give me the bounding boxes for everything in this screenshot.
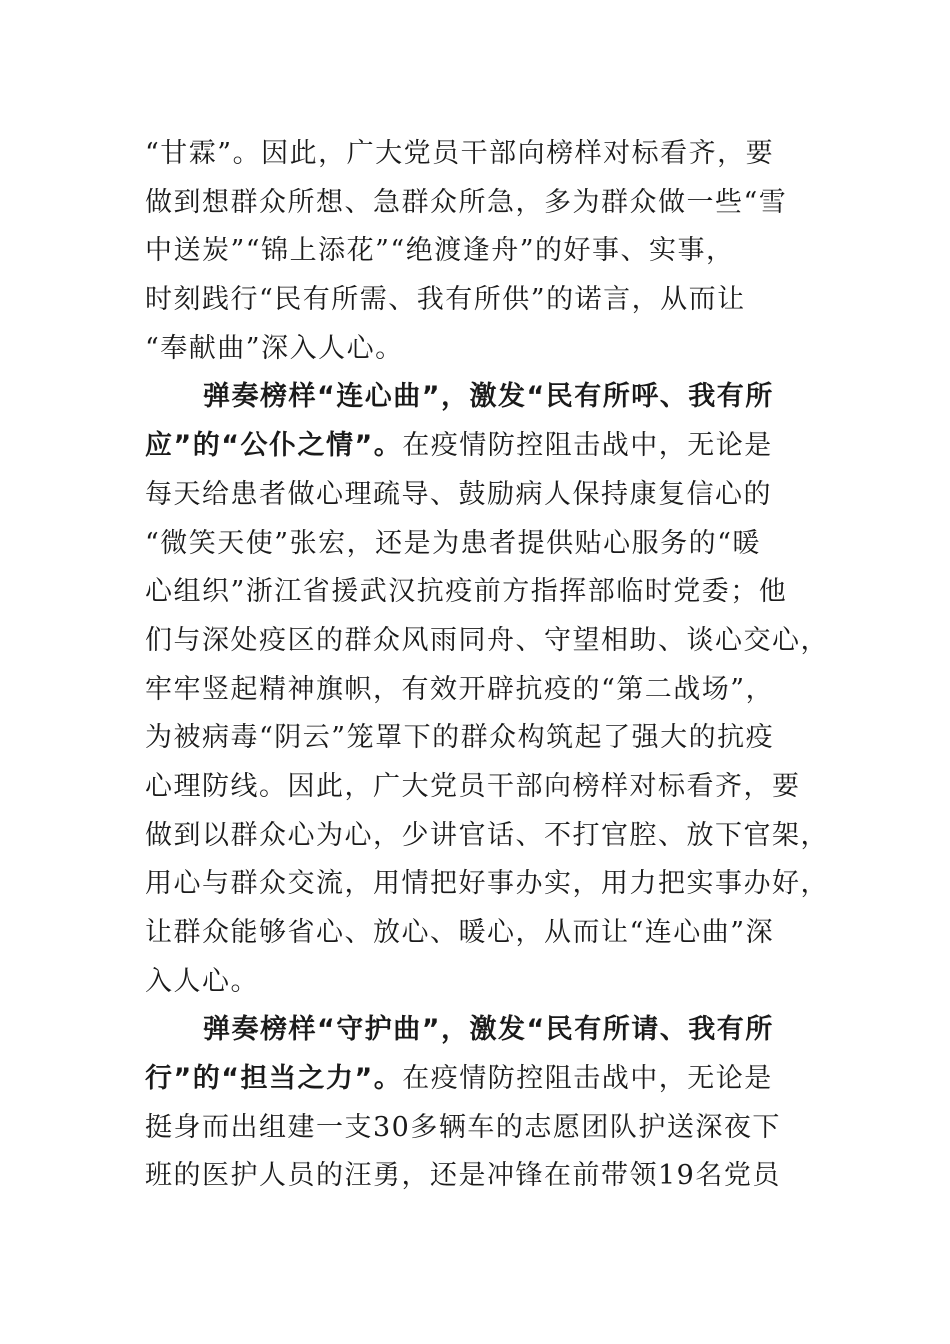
text-line: 入人心。 xyxy=(145,965,259,997)
document-body xyxy=(145,130,829,1201)
text-line: 每天给患者做心理疏导、鼓励病人保持康复信心的 xyxy=(145,478,772,510)
text-line: “奉献曲”深入人心。 xyxy=(145,332,404,364)
section-heading-end: 应”的“公仆之情”。 xyxy=(145,430,403,462)
text-line: “微笑天使”张宏，还是为患者提供贴心服务的“暖 xyxy=(145,527,761,559)
text-line: 班的医护人员的汪勇，还是冲锋在前带领19名党员 xyxy=(145,1160,781,1192)
text-line: “甘霖”。因此，广大党员干部向榜样对标看齐，要 xyxy=(145,138,775,169)
text-line xyxy=(145,422,825,471)
paragraph-dedication-song xyxy=(145,130,825,373)
paragraph-heart-song xyxy=(145,373,829,1006)
text-line: 心组织”浙江省援武汉抗疫前方指挥部临时党委；他 xyxy=(145,576,788,608)
text-line: 中送炭”“锦上添花”“绝渡逢舟”的好事、实事， xyxy=(145,235,735,267)
paragraph-guardian-song xyxy=(145,1006,825,1201)
text-line: 让群众能够省心、放心、暖心，从而让“连心曲”深 xyxy=(145,917,775,948)
text-line: 为被病毒“阴云”笼罩下的群众构筑起了强大的抗疫 xyxy=(145,722,775,754)
text-line: 们与深处疫区的群众风雨同舟、守望相助、谈心交心， xyxy=(145,624,829,656)
text-line: 做到以群众心为心，少讲官话、不打官腔、放下官架， xyxy=(145,819,829,851)
text-line xyxy=(145,1055,825,1104)
text-span: 在疫情防控阻击战中，无论是 xyxy=(402,430,773,462)
section-heading: 弹奏榜样“守护曲”，激发“民有所请、我有所 xyxy=(203,1014,774,1046)
section-heading-end: 行”的“担当之力”。 xyxy=(145,1063,403,1095)
text-line: 心理防线。因此，广大党员干部向榜样对标看齐，要 xyxy=(145,770,801,802)
text-line: 时刻践行“民有所需、我有所供”的诺言，从而让 xyxy=(145,284,746,316)
text-line: 用心与群众交流，用情把好事办实，用力把实事办好， xyxy=(145,868,829,900)
text-line: 挺身而出组建一支30多辆车的志愿团队护送深夜下 xyxy=(145,1111,781,1143)
section-heading: 弹奏榜样“连心曲”，激发“民有所呼、我有所 xyxy=(203,381,774,413)
text-line: 做到想群众所想、急群众所急，多为群众做一些“雪 xyxy=(145,186,788,218)
text-line: 牢牢竖起精神旗帜，有效开辟抗疫的“第二战场”， xyxy=(145,673,775,705)
text-span: 在疫情防控阻击战中，无论是 xyxy=(402,1063,773,1095)
